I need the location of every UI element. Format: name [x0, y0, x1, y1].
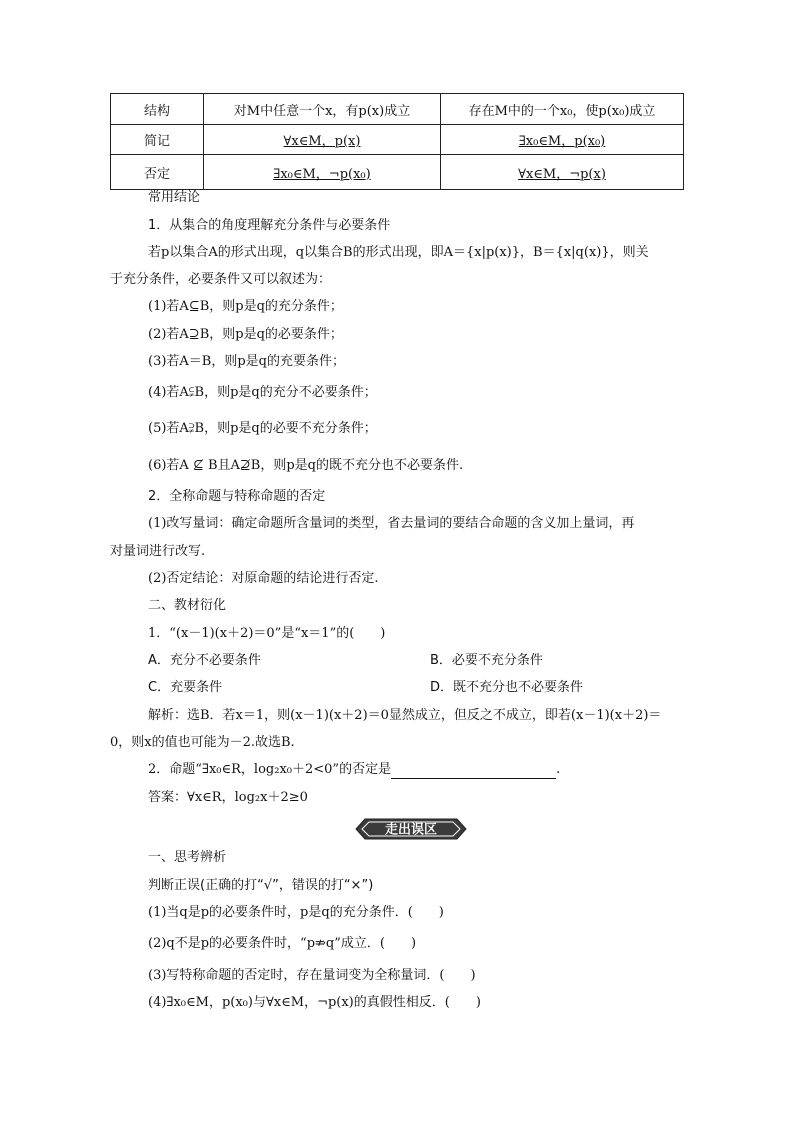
option-c: C．充要条件 — [148, 680, 223, 695]
paragraph-line: (1)改写量词：确定命题所含量词的类型，省去量词的要结合命题的含义加上量词，再 — [148, 516, 635, 531]
question — [148, 761, 560, 779]
list-item: (4)若A⫋B，则p是q的充分不必要条件； — [148, 385, 377, 400]
list-item: (2)若A⊇B，则p是q的必要条件； — [148, 327, 343, 342]
section-heading: 常用结论 — [148, 190, 201, 205]
list-item: (3)若A＝B，则p是q的充要条件； — [148, 354, 345, 369]
table-cell: ∀x∈M，¬p(x) — [441, 155, 684, 190]
answer-blank — [391, 764, 556, 779]
solution-line: 解析：选B．若x＝1，则(x－1)(x＋2)＝0显然成立，但反之不成立，即若(x－1)(x＋2)＝ — [148, 708, 662, 723]
table-cell: ∃x₀∈M，¬p(x₀) — [204, 155, 441, 190]
paragraph-line: 对量词进行改写. — [110, 544, 206, 559]
paragraph-line: (2)否定结论：对原命题的结论进行否定. — [148, 571, 379, 586]
table-cell: ∀x∈M，p(x) — [204, 125, 441, 155]
list-item: (6)若A ⊈ B且A⊉B，则p是q的既不充分也不必要条件. — [148, 458, 464, 473]
answer-line: 答案：∀x∈R，log₂x＋2≥0 — [148, 790, 308, 805]
option-a: A．充分不必要条件 — [148, 653, 261, 668]
option-d: D．既不充分也不必要条件 — [430, 680, 584, 695]
paragraph-line: 若p以集合A的形式出现，q以集合B的形式出现，即A＝{x|p(x)}，B＝{x|q(x)}，则关 — [148, 245, 649, 260]
badge-label: 走出误区 — [384, 822, 438, 838]
table-row — [111, 125, 684, 155]
section-badge — [355, 818, 467, 840]
quantifier-table — [110, 93, 684, 190]
section-heading: 一、思考辨析 — [148, 850, 227, 865]
section-heading: 二、教材衍化 — [148, 598, 227, 613]
list-item: (4)∃x₀∈M，p(x₀)与∀x∈M，¬p(x)的真假性相反．( ) — [148, 995, 481, 1010]
solution-line: 0，则x的值也可能为－2.故选B. — [110, 735, 295, 750]
table-row — [111, 155, 684, 190]
table-cell: 存在M中的一个x₀，使p(x₀)成立 — [441, 94, 684, 125]
instruction: 判断正误(正确的打“√”，错误的打“×”) — [148, 878, 374, 893]
table-cell: 对M中任意一个x，有p(x)成立 — [204, 94, 441, 125]
table-cell: 结构 — [111, 94, 204, 125]
table-cell: 否定 — [111, 155, 204, 190]
list-item: (2)q不是p的必要条件时，“p⇏q”成立．( ) — [148, 936, 417, 951]
option-b: B．必要不充分条件 — [430, 653, 543, 668]
list-item: (5)若A⫌B，则p是q的必要不充分条件； — [148, 421, 377, 436]
question: 1．“(x－1)(x＋2)＝0”是“x＝1”的( ) — [148, 626, 386, 641]
list-item: (1)若A⊆B，则p是q的充分条件； — [148, 299, 343, 314]
table-row — [111, 94, 684, 125]
subheading: 1．从集合的角度理解充分条件与必要条件 — [148, 218, 391, 233]
subheading: 2．全称命题与特称命题的否定 — [148, 489, 326, 504]
paragraph-line: 于充分条件，必要条件又可以叙述为： — [110, 272, 332, 287]
list-item: (3)写特称命题的否定时，存在量词变为全称量词．( ) — [148, 968, 476, 983]
question-text: 2．命题“∃x₀∈R，log₂x₀＋2<0”的否定是 — [148, 762, 392, 777]
badge-frame-icon — [355, 818, 467, 840]
question-end: . — [556, 762, 561, 777]
table-cell: 简记 — [111, 125, 204, 155]
table-cell: ∃x₀∈M，p(x₀) — [441, 125, 684, 155]
list-item: (1)当q是p的必要条件时，p是q的充分条件．( ) — [148, 905, 444, 920]
